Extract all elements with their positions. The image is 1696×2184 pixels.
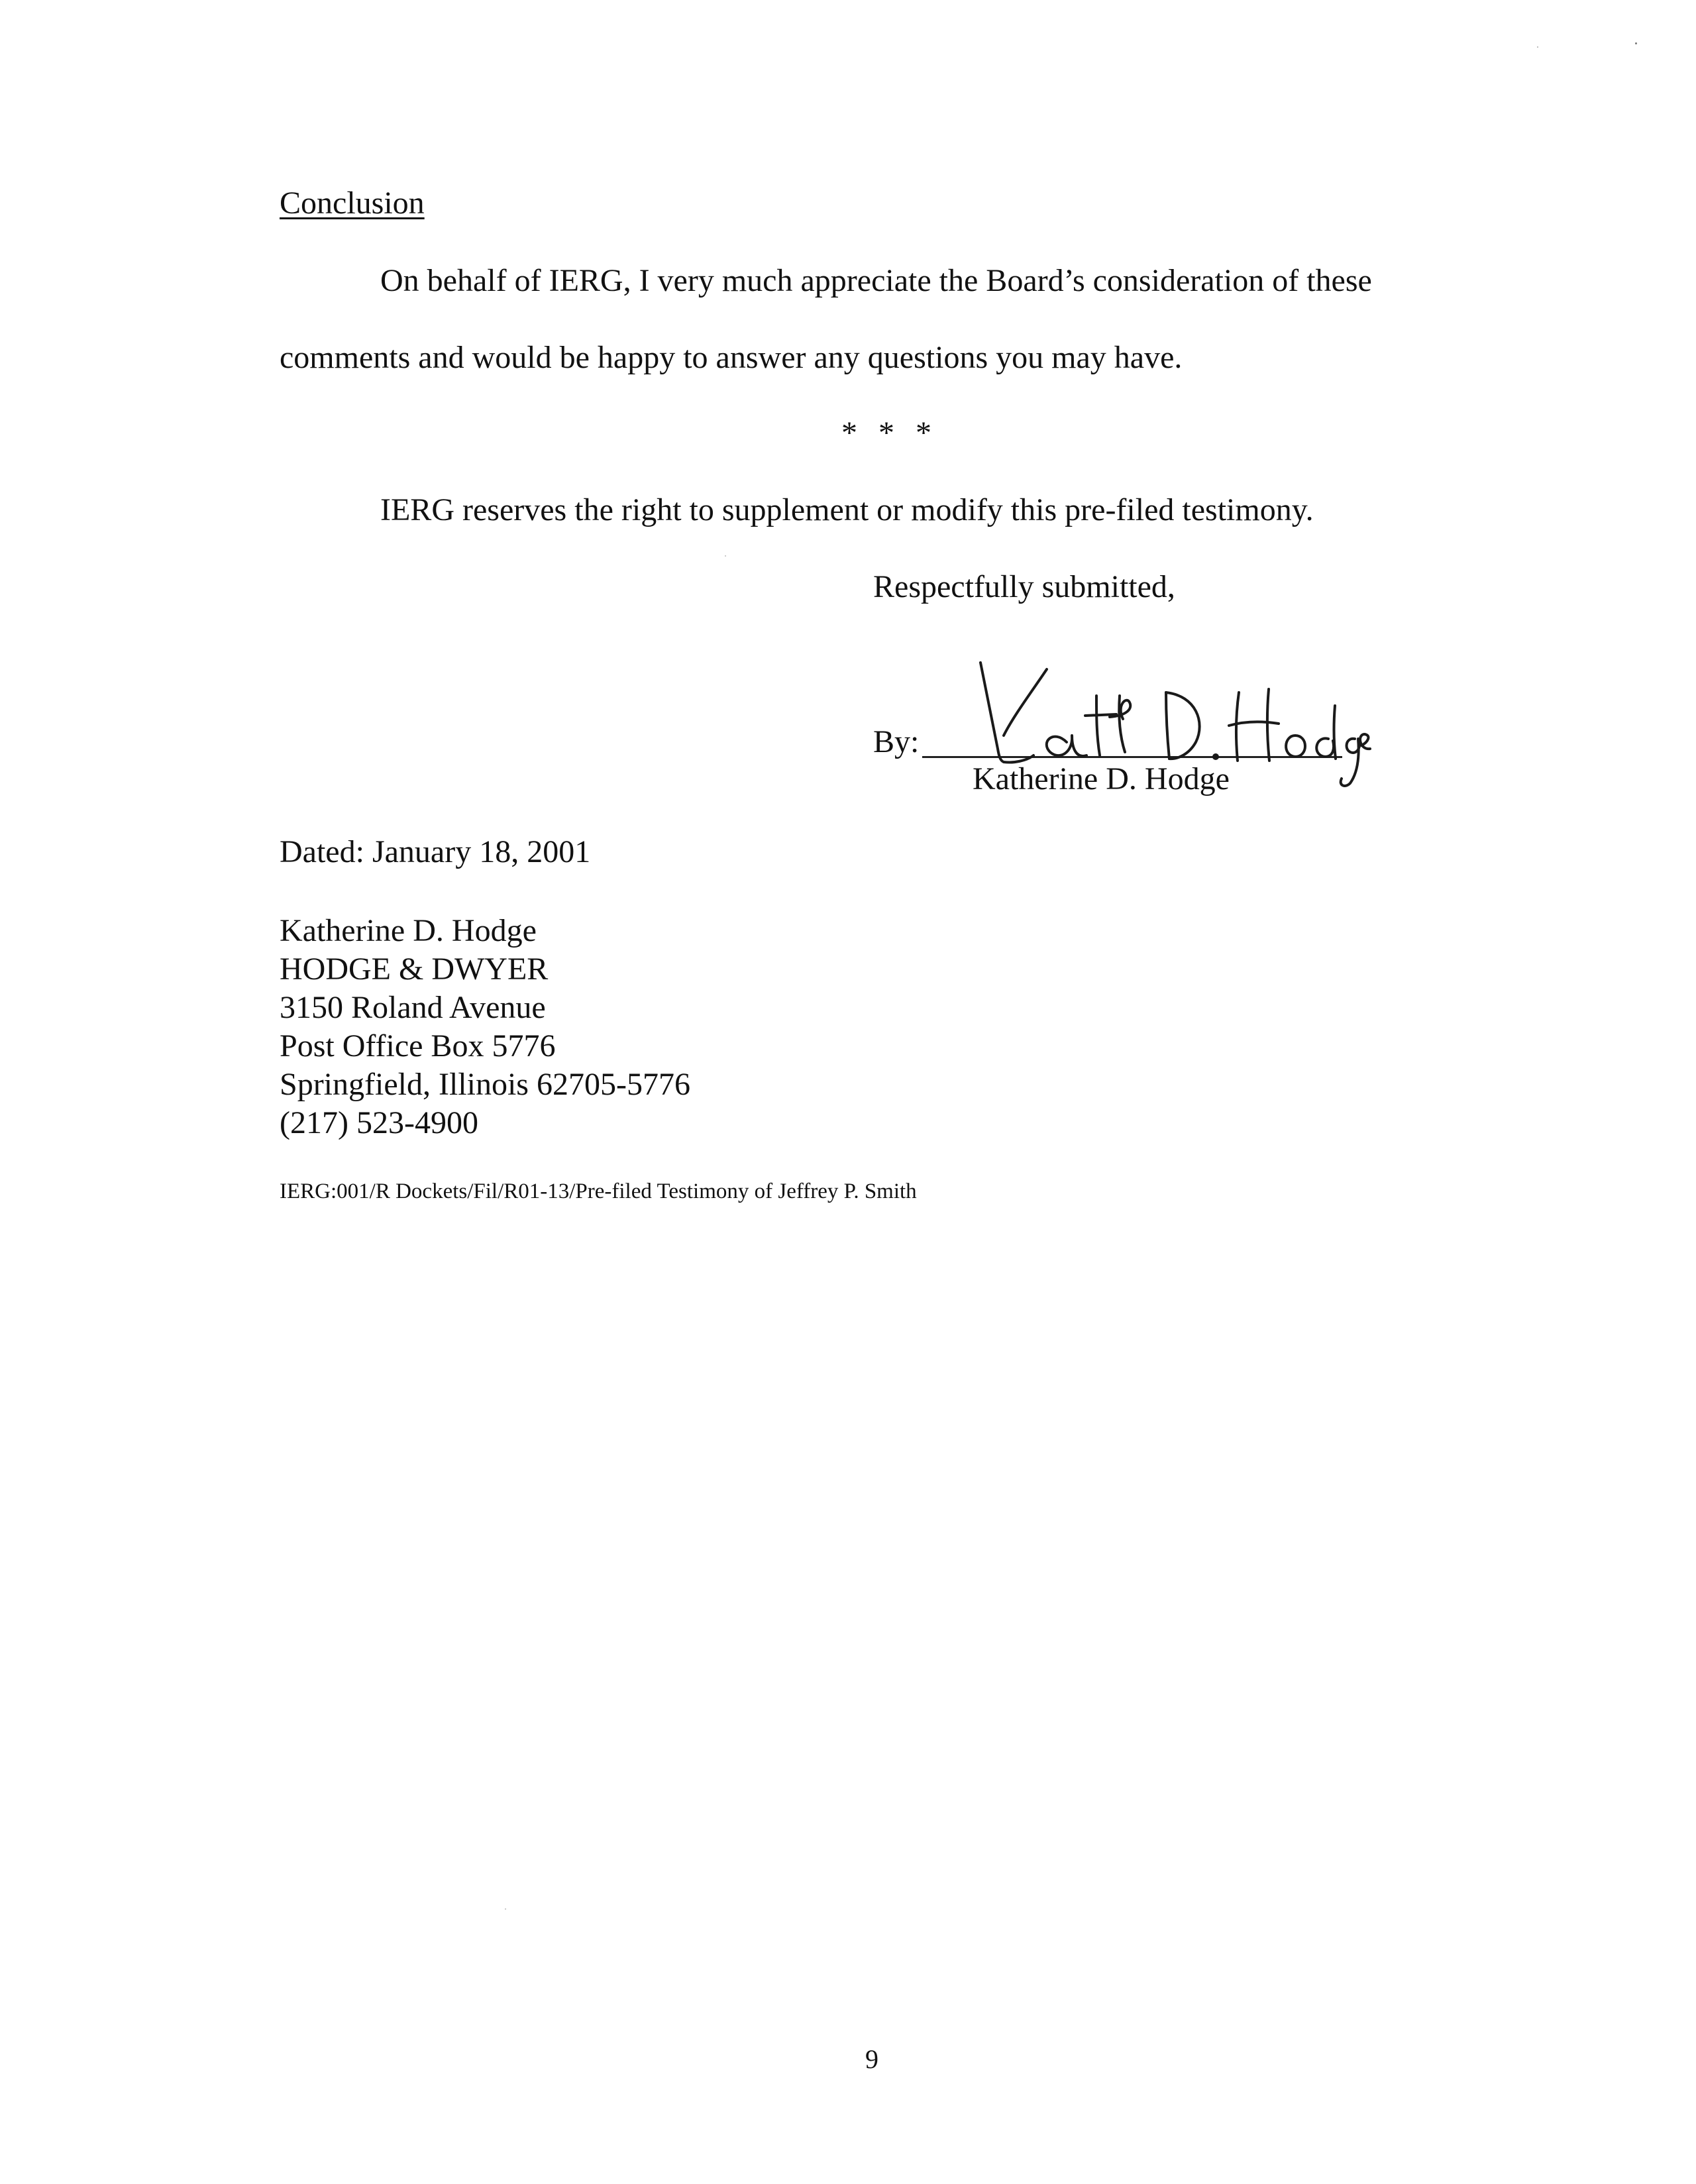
address-line-po-box: Post Office Box 5776 — [280, 1028, 556, 1064]
signer-name: Katherine D. Hodge — [973, 761, 1230, 796]
scan-speck — [1537, 46, 1538, 48]
closing-salutation: Respectfully submitted, — [873, 569, 1175, 604]
address-block — [280, 912, 690, 1142]
scan-speck — [1635, 42, 1637, 44]
paragraph-2: IERG reserves the right to supplement or modify this pre-filed testimony. — [380, 492, 1314, 527]
by-label: By: — [873, 724, 920, 759]
dated-line: Dated: January 18, 2001 — [280, 834, 591, 869]
address-line-city: Springfield, Illinois 62705-5776 — [280, 1067, 690, 1102]
address-line-street: 3150 Roland Avenue — [280, 990, 546, 1025]
address-line-firm: HODGE & DWYER — [280, 952, 549, 987]
page-number: 9 — [865, 2044, 878, 2074]
address-line-name: Katherine D. Hodge — [280, 913, 537, 948]
scan-speck — [505, 1908, 506, 1910]
file-reference: IERG:001/R Dockets/Fil/R01-13/Pre-filed Testimony of Jeffrey P. Smith — [280, 1179, 917, 1203]
paragraph-1-line-2: comments and would be happy to answer any questions you may have. — [280, 340, 1183, 375]
section-separator: * * * — [841, 415, 938, 451]
address-line-phone: (217) 523-4900 — [280, 1105, 478, 1140]
paragraph-1-line-1: On behalf of IERG, I very much appreciate the Board’s consideration of these — [380, 263, 1372, 298]
section-heading: Conclusion — [280, 186, 425, 221]
scan-speck — [725, 555, 726, 557]
